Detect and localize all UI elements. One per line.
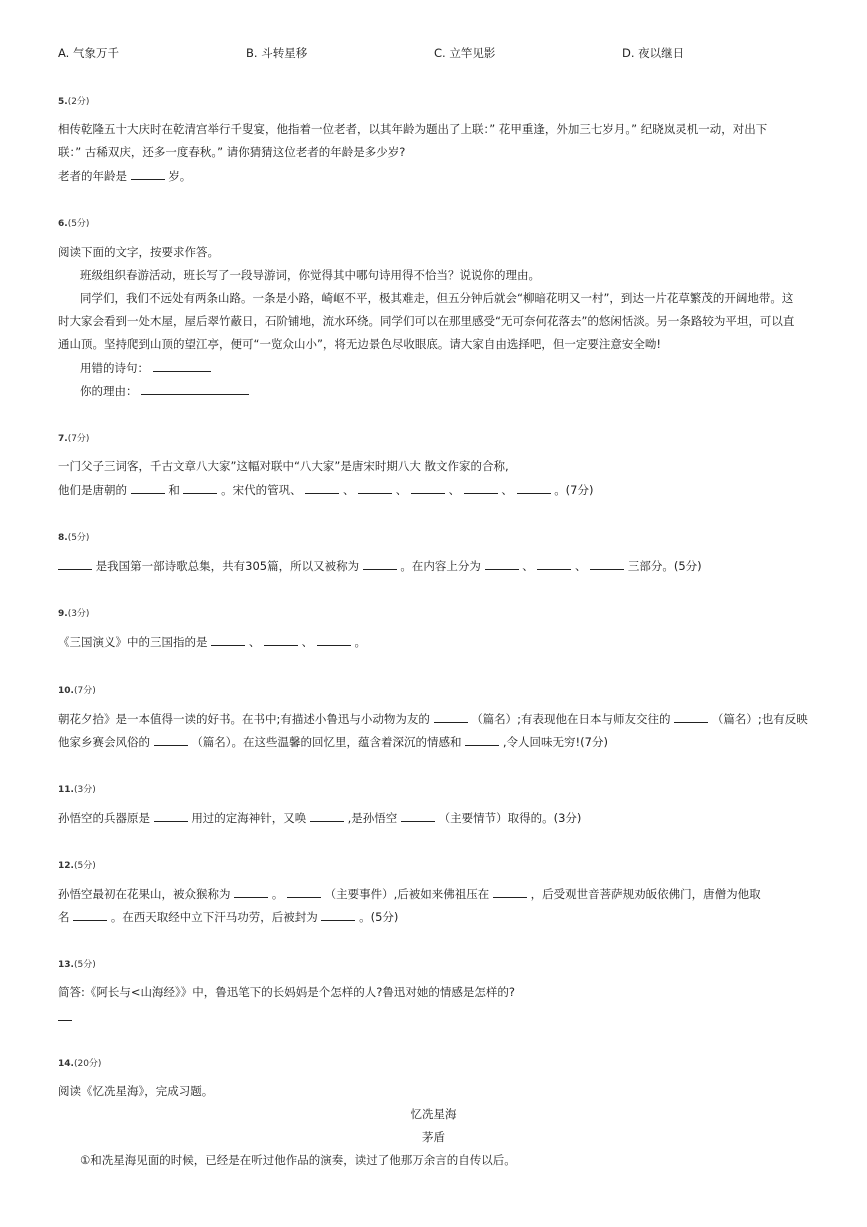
q12-blank-2[interactable] [287, 885, 321, 898]
q5-line-2: 联：” 古稀双庆，还多一度春秋。” 请你猜猜这位老者的年龄是多少岁? [58, 145, 406, 159]
q5-header [58, 94, 89, 110]
q8-number: 8. [58, 533, 68, 543]
article-author: 茅盾 [422, 1130, 445, 1144]
q5-answer-line [58, 167, 191, 184]
q9-number: 9. [58, 609, 68, 619]
q5-answer-suffix: 岁。 [168, 169, 192, 183]
q5-line-1: 相传乾隆五十大庆时在乾清宫举行千叟宴，他指着一位老者，以其年龄为题出了上联：” 花甲重逢，外加三七岁月。” 纪晓岚灵机一动，对出下 [58, 122, 768, 136]
option-c[interactable]: C. 立竿见影 [434, 46, 496, 60]
q7-sep-3: 、 [448, 483, 461, 497]
q12-score: (5分) [73, 861, 96, 871]
q6-reason-label: 你的理由： [80, 384, 138, 398]
q6-line-4: 时大家会看到一处木屋，屋后翠竹蔽日，石阶铺地，流水环绕。同学们可以在那里感受“无可奈何花落去”的悠闲恬淡。另一条路较为平坦，可以直 [58, 314, 795, 328]
q6-line-2: 班级组织春游活动，班长写了一段导游词，你觉得其中哪句诗用得不恰当？说说你的理由。 [80, 268, 540, 282]
q7-line-1: 一门父子三词客，千古文章八大家”这幅对联中“八大家”是唐宋时期八大 散文作家的合称, [58, 459, 509, 473]
q10-text-2a: 他家乡赛会风俗的 [58, 735, 150, 749]
q8-header [58, 530, 89, 546]
q6-poem-label: 用错的诗句： [80, 361, 149, 375]
q9-blank-3[interactable] [317, 633, 351, 646]
q7-end: 。(7分) [554, 483, 594, 497]
q6-header [58, 216, 89, 232]
q9-blank-1[interactable] [211, 633, 245, 646]
q14-intro: 阅读《忆冼星海》，完成习题。 [58, 1084, 214, 1098]
q6-score: (5分) [67, 219, 90, 229]
q9-line [58, 633, 366, 650]
q12-blank-5[interactable] [321, 908, 355, 921]
q9-end: 。 [354, 635, 366, 649]
q7-blank-5[interactable] [411, 481, 445, 494]
q5-answer-prefix: 老者的年龄是 [58, 169, 127, 183]
q12-text-1c: （主要事件）,后被如来佛祖压在 [324, 887, 490, 901]
q10-blank-3[interactable] [154, 733, 188, 746]
q8-blank-2[interactable] [363, 557, 397, 570]
q8-score: (5分) [67, 533, 90, 543]
q12-line-1 [58, 885, 761, 902]
q11-number: 11. [58, 785, 74, 795]
q14-score: (20分) [73, 1059, 102, 1069]
q6-line-5: 通山顶。坚持爬到山顶的望江亭，便可“一览众山小”，将无边景色尽收眼底。请大家自由选择吧，但一定要注意安全呦! [58, 337, 662, 351]
q6-line-3: 同学们，我们不远处有两条山路。一条是小路，崎岖不平，极其难走，但五分钟后就会“柳暗花明又一村”，到达一片花草繁茂的开阔地带。这 [80, 291, 794, 305]
q12-number: 12. [58, 861, 74, 871]
q10-blank-1[interactable] [434, 710, 468, 723]
q12-text-1b: 。 [271, 887, 284, 901]
q13-question: 简答:《阿长与<山海经》》中，鲁迅笔下的长妈妈是个怎样的人?鲁迅对她的情感是怎样的? [58, 985, 515, 999]
q7-sep-2: 、 [395, 483, 408, 497]
q7-score: (7分) [67, 434, 90, 444]
q11-blank-2[interactable] [310, 809, 344, 822]
q12-blank-1[interactable] [234, 885, 268, 898]
q8-sep-1: 、 [522, 559, 534, 573]
q8-blank-3[interactable] [485, 557, 519, 570]
q10-header [58, 683, 96, 699]
article-title: 忆冼星海 [410, 1107, 457, 1121]
q10-blank-2[interactable] [674, 710, 708, 723]
q6-number: 6. [58, 219, 68, 229]
q7-blank-4[interactable] [358, 481, 392, 494]
q13-score: (5分) [73, 960, 96, 970]
q6-reason-line [80, 382, 249, 399]
q7-text-b: 和 [168, 483, 180, 497]
option-a[interactable]: A. 气象万千 [58, 46, 119, 60]
q6-poem-line [80, 359, 211, 376]
q6-poem-blank[interactable] [153, 359, 211, 372]
q5-score: (2分) [67, 97, 90, 107]
q14-header [58, 1056, 101, 1072]
q13-header [58, 957, 96, 973]
q9-score: (3分) [67, 609, 90, 619]
q10-text-2b: （篇名）。在这些温馨的回忆里，蕴含着深沉的情感和 [191, 735, 462, 749]
q8-sep-2: 、 [575, 559, 587, 573]
q11-text-d: （主要情节）取得的。(3分) [438, 811, 582, 825]
q7-blank-3[interactable] [305, 481, 339, 494]
q7-text-a: 他们是唐朝的 [58, 483, 127, 497]
q5-number: 5. [58, 97, 68, 107]
q7-sep-1: 、 [342, 483, 355, 497]
q8-blank-5[interactable] [590, 557, 624, 570]
q10-text-1a: 朝花夕拾》是一本值得一读的好书。在书中;有描述小鲁迅与小动物为友的 [58, 712, 430, 726]
q10-score: (7分) [73, 686, 96, 696]
q11-text-c: ,是孙悟空 [347, 811, 398, 825]
q13-answer-blank[interactable] [58, 1020, 72, 1021]
q7-sep-4: 、 [501, 483, 513, 497]
q12-text-2a: 名 [58, 910, 70, 924]
q8-blank-1[interactable] [58, 557, 92, 570]
q12-text-2c: 。(5分) [359, 910, 399, 924]
q9-blank-2[interactable] [264, 633, 298, 646]
q6-reason-blank[interactable] [141, 382, 249, 395]
q8-text-c: 三部分。(5分) [627, 559, 702, 573]
q9-sep-2: 、 [301, 635, 314, 649]
q7-text-c: 。宋代的管巩、 [221, 483, 302, 497]
q7-header [58, 431, 89, 447]
q10-blank-4[interactable] [465, 733, 499, 746]
q7-number: 7. [58, 434, 68, 444]
q7-line-2 [58, 481, 593, 498]
q7-blank-1[interactable] [131, 481, 165, 494]
q7-blank-7[interactable] [517, 481, 551, 494]
q10-line-2 [58, 733, 608, 750]
q9-sep-1: 、 [248, 635, 261, 649]
q10-text-2c: ,令人回味无穷!(7分) [502, 735, 608, 749]
q9-header [58, 606, 89, 622]
q11-text-b: 用过的定海神针，又唤 [191, 811, 307, 825]
q12-text-2b: 。在西天取经中立下汗马功劳，后被封为 [110, 910, 318, 924]
option-b[interactable]: B. 斗转星移 [246, 46, 308, 60]
q11-header [58, 782, 96, 798]
q12-line-2 [58, 908, 398, 925]
q7-blank-6[interactable] [464, 481, 498, 494]
q8-blank-4[interactable] [537, 557, 571, 570]
article-paragraph-1: ①和冼星海见面的时候，已经是在听过他作品的演奏，读过了他那万余言的自传以后。 [80, 1153, 516, 1167]
q12-text-1d: ，后受观世音菩萨规劝皈依佛门，唐僧为他取 [530, 887, 761, 901]
q12-text-1a: 孙悟空最初在花果山，被众猴称为 [58, 887, 231, 901]
q5-answer-blank[interactable] [131, 167, 165, 180]
q12-header [58, 858, 96, 874]
q7-blank-2[interactable] [183, 481, 217, 494]
q8-text-a: 是我国第一部诗歌总集，共有305篇，所以又被称为 [95, 559, 360, 573]
q11-text-a: 孙悟空的兵器原是 [58, 811, 150, 825]
q11-line [58, 809, 581, 826]
q12-blank-4[interactable] [73, 908, 107, 921]
q14-number: 14. [58, 1059, 74, 1069]
q11-score: (3分) [73, 785, 96, 795]
q13-number: 13. [58, 960, 74, 970]
q8-text-b: 。在内容上分为 [400, 559, 481, 573]
q9-text-a: 《三国演义》中的三国指的是 [58, 635, 208, 649]
q8-line [58, 557, 702, 574]
q12-blank-3[interactable] [493, 885, 527, 898]
q10-text-1c: （篇名）;也有反映 [711, 712, 808, 726]
q10-line-1 [58, 710, 808, 727]
q10-text-1b: （篇名）;有表现他在日本与师友交往的 [471, 712, 671, 726]
q11-blank-1[interactable] [154, 809, 188, 822]
q11-blank-3[interactable] [401, 809, 435, 822]
q6-line-1: 阅读下面的文字，按要求作答。 [58, 245, 219, 259]
option-d[interactable]: D. 夜以继日 [622, 46, 685, 60]
q10-number: 10. [58, 686, 74, 696]
